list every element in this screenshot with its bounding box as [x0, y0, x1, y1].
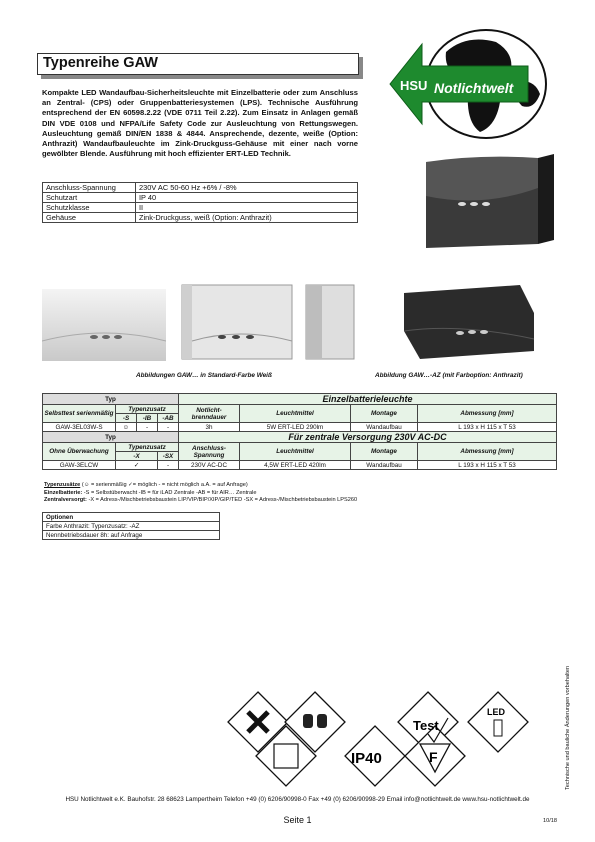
- legend-label: Einzelbatterie:: [44, 489, 83, 496]
- cell-leuchtmittel: 4,5W ERT-LED 420lm: [240, 461, 351, 470]
- cell-spannung: 230V AC-DC: [179, 461, 240, 470]
- product-photo-anthracite-front: [400, 283, 538, 365]
- spec-row: [43, 193, 358, 203]
- badge-led: LED: [487, 707, 505, 717]
- caption-anthracite: Abbildung GAW…-AZ (mit Farboption: Anthrazit): [375, 372, 523, 379]
- header-montage: Montage: [351, 405, 418, 423]
- cell-s: ☺: [116, 423, 137, 432]
- page-number: Seite 1: [283, 815, 312, 825]
- badges-group: [210, 688, 540, 798]
- header-typ-2: Typ: [43, 432, 179, 443]
- cell-sx: -: [158, 461, 179, 470]
- header-anschluss: Anschluss-Spannung: [179, 443, 240, 461]
- title-box: [37, 53, 359, 75]
- cell-leuchtmittel: 5W ERT-LED 290lm: [240, 423, 351, 432]
- legend-label: Typenzusätze: [44, 482, 81, 488]
- legend-text: -X = Adress-/Mischbetriebsbaustein LIP/VIP/BIP/XIP/GIP/TED -SX = Adress-/Mischbetriebsbaustein LPS260: [88, 497, 358, 504]
- product-table: [42, 393, 557, 470]
- header-typ: Typ: [43, 394, 179, 405]
- section2-title: Für zentrale Versorgung 230V AC-DC: [179, 432, 557, 443]
- cell-montage: Wandaufbau: [351, 461, 418, 470]
- header-ab: -AB: [158, 414, 179, 423]
- header-abmessung: Abmessung [mm]: [418, 405, 557, 423]
- spec-row: [43, 213, 358, 223]
- spec-value: IP 40: [136, 193, 358, 203]
- legend-label: Zentralversorgt:: [44, 497, 87, 504]
- header-ohne: Ohne Überwachung: [43, 443, 116, 461]
- spec-row: [43, 203, 358, 213]
- led-badge-icon: [468, 692, 528, 752]
- spec-label: Gehäuse: [43, 213, 136, 223]
- legend-text: (☺ = serienmäßig ✓= möglich - = nicht möglich a.A. = auf Anfrage): [81, 482, 248, 488]
- logo-text-notlichtwelt: Notlichtwelt: [434, 80, 514, 96]
- spec-label: Schutzklasse: [43, 203, 136, 213]
- product-photo-anthracite-angle: [420, 148, 560, 268]
- product-photo-white-side: [304, 283, 356, 363]
- intro-text: Kompakte LED Wandaufbau-Sicherheitsleuchte mit Einzelbatterie oder zum Anschluss an Zentral- (CPS) oder Gruppenbatteriesystemen (LPS). Technische Ausführung entsprechend der EN 60598.2.22 (VDE 0711 Teil 2.22). Zum Einsatz in Anlagen gemäß DIN VDE 0108 und NFPA/Life Safety Code zur Ausleuchtung von Rettungswegen. Ausleuchtung gemäß DIN/EN 1838 & 4844. Ansprechende, dezente, weiße (Option: Anthrazit) Wandaufbauleuchte im Zink-Druckguss-Gehäuse mit einer nach vorne gewölbter Blende. Ausführung mit hoch effizienter ERT-LED Technik.: [42, 88, 358, 159]
- logo-text-hsu: HSU: [400, 78, 428, 93]
- footer-address: HSU Notlichtwelt e.K. Bauhofstr. 28 68623 Lampertheim Telefon +49 (0) 6206/90998-0 Fax +49 (0) 6206/90998-29 Email info@notlichtwelt.de www.hsu-notlichtwelt.de: [65, 796, 530, 803]
- cell-montage: Wandaufbau: [351, 423, 418, 432]
- cell-ab: -: [158, 423, 179, 432]
- option-item: Farbe Anthrazit: Typenzusatz: -AZ: [43, 522, 220, 531]
- section1-title: Einzelbatterieleuchte: [179, 394, 557, 405]
- table-row: [43, 461, 557, 470]
- cell-dauer: 3h: [179, 423, 240, 432]
- badge-test: Test: [413, 718, 439, 733]
- version-code: 10/18: [543, 818, 557, 824]
- header-sx: -SX: [158, 452, 179, 461]
- header-typenzusatz: Typenzusatz: [116, 405, 179, 414]
- badge-ip40: IP40: [351, 750, 382, 767]
- header-abmessung-2: Abmessung [mm]: [418, 443, 557, 461]
- page-title: Typenreihe GAW: [43, 55, 158, 71]
- company-logo: [388, 22, 560, 144]
- cell-abmessung: L 193 x H 115 x T 53: [418, 461, 557, 470]
- header-x: -X: [116, 452, 158, 461]
- table-row: [43, 423, 557, 432]
- options-table: [42, 512, 220, 540]
- cell-typ: GAW-3ELCW: [43, 461, 116, 470]
- spec-label: Anschluss-Spannung: [43, 183, 136, 193]
- cell-x: ✓: [116, 461, 158, 470]
- spec-label: Schutzart: [43, 193, 136, 203]
- cell-typ: GAW-3EL03W-S: [43, 423, 116, 432]
- spec-value: II: [136, 203, 358, 213]
- cell-ib: -: [137, 423, 158, 432]
- header-ib: -IB: [137, 414, 158, 423]
- legend-text: -S = Selbstüberwacht -IB = für iLAD Zentrale -AB = für AIR… Zentrale: [83, 489, 257, 496]
- header-leuchtmittel: Leuchtmittel: [240, 405, 351, 423]
- spec-table: [42, 182, 358, 223]
- legend: [44, 482, 559, 505]
- header-typenzusatz-2: Typenzusatz: [116, 443, 179, 452]
- spec-value: 230V AC 50-60 Hz +6% / -8%: [136, 183, 358, 193]
- spec-value: Zink-Druckguss, weiß (Option: Anthrazit): [136, 213, 358, 223]
- header-selbsttest: Selbsttest serienmäßig: [43, 405, 116, 423]
- options-title: Optionen: [43, 513, 220, 522]
- header-montage-2: Montage: [351, 443, 418, 461]
- header-leuchtmittel-2: Leuchtmittel: [240, 443, 351, 461]
- option-item: Nennbetriebsdauer 8h: auf Anfrage: [43, 531, 220, 540]
- header-s: -S: [116, 414, 137, 423]
- caption-white: Abbildungen GAW… in Standard-Farbe Weiß: [136, 372, 272, 379]
- badge-f: F: [429, 749, 438, 765]
- product-photo-white-angle: [180, 283, 300, 363]
- cell-abmessung: L 193 x H 115 x T 53: [418, 423, 557, 432]
- vertical-note: Technische und bauliche Änderungen vorbehalten: [565, 665, 571, 790]
- header-notlicht: Notlicht-brenndauer: [179, 405, 240, 423]
- product-photo-white-front: [42, 285, 166, 365]
- spec-row: [43, 183, 358, 193]
